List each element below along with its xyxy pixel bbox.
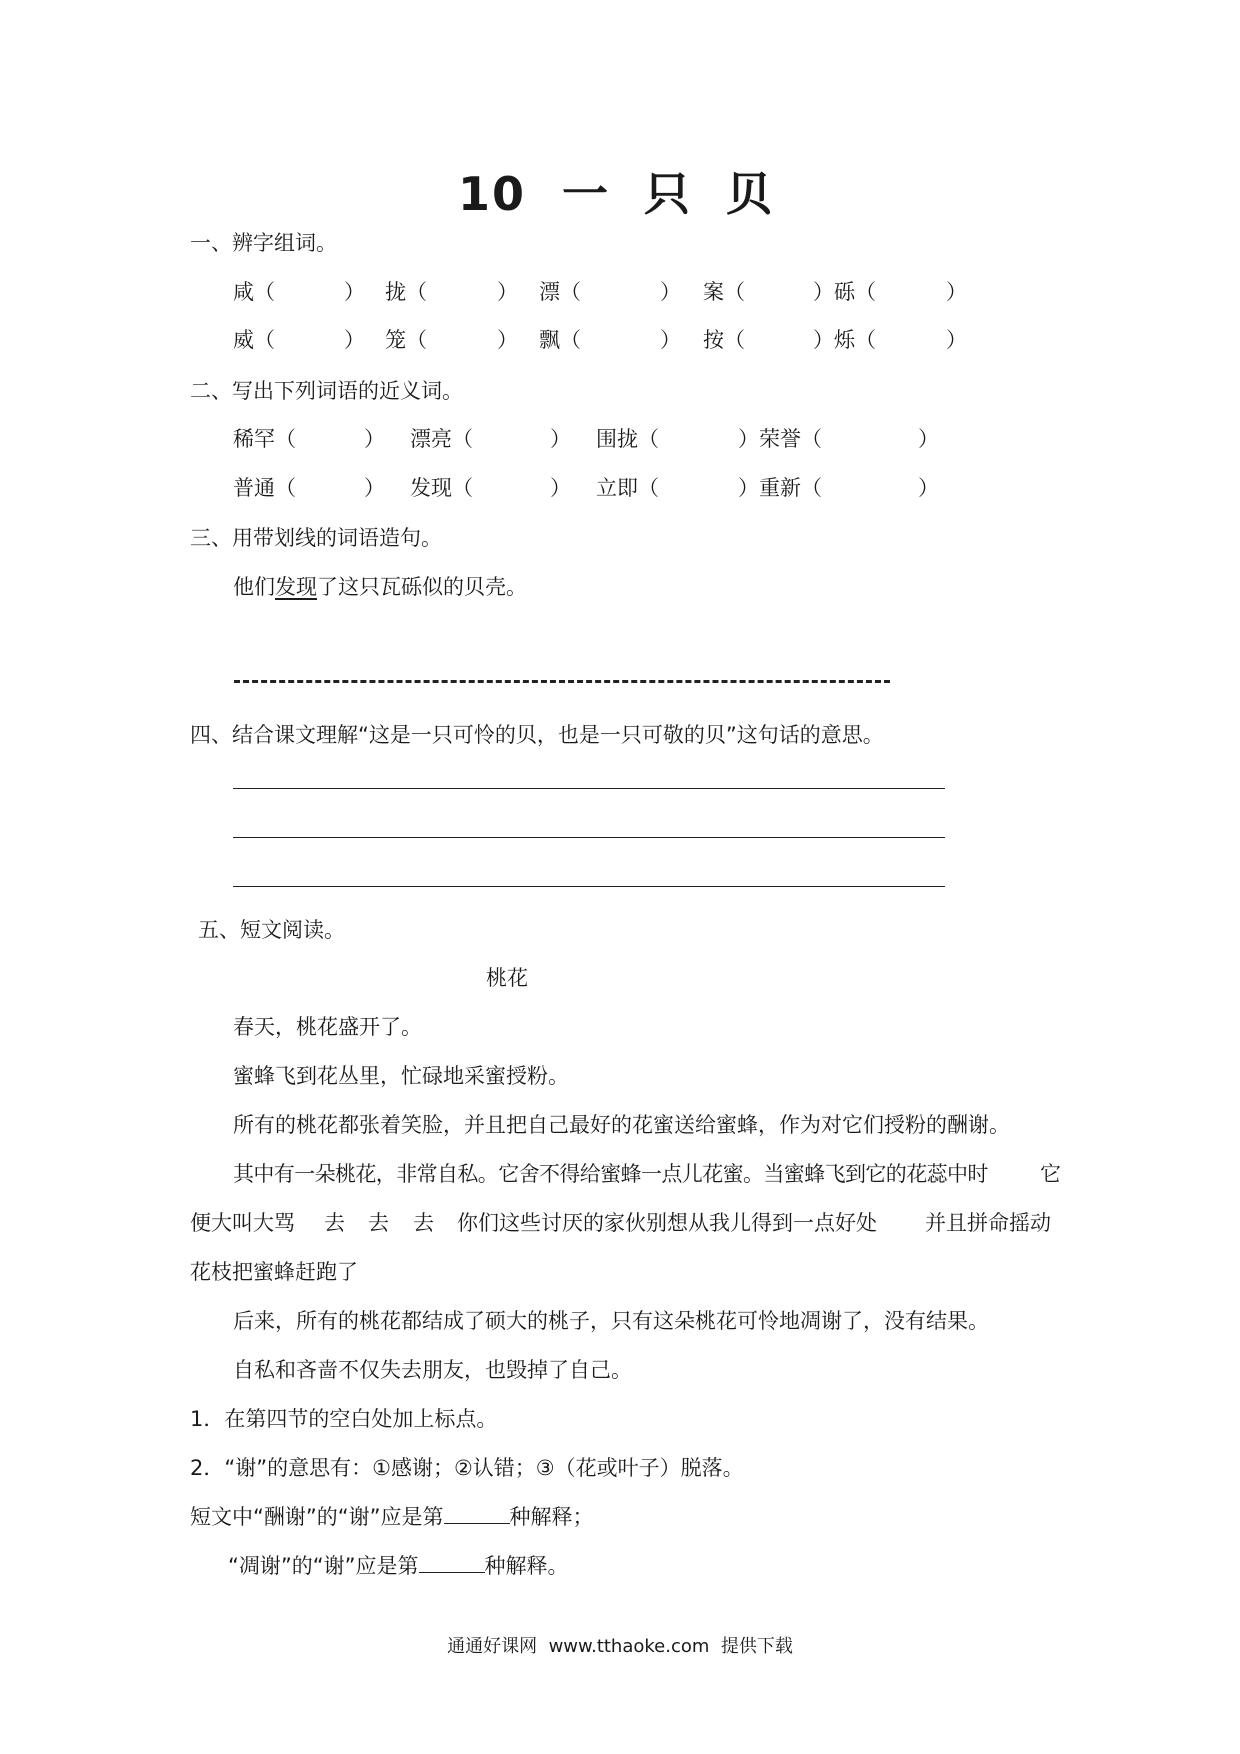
story-title: 桃花: [486, 966, 528, 990]
paragraph: 春天，桃花盛开了。: [233, 1015, 422, 1039]
paragraph-fragment: 便大叫大骂: [190, 1211, 295, 1235]
word-item: 案（: [703, 280, 745, 304]
word-item: ）砾（: [813, 280, 876, 304]
page-footer: 通通好课网 www.tthaoke.com 提供下载: [447, 1636, 793, 1657]
word-item: ）: [660, 280, 681, 304]
paragraph: 蜜蜂飞到花丛里，忙碌地采蜜授粉。: [233, 1064, 569, 1088]
paragraph-fragment: 去: [413, 1211, 434, 1235]
question-1: 1．在第四节的空白处加上标点。: [190, 1407, 498, 1431]
answer-line: [233, 886, 945, 887]
word-item: 咸（: [233, 280, 275, 304]
answer-line: [233, 788, 945, 789]
word-item: ）: [364, 427, 385, 451]
paragraph-fragment: 它: [1040, 1162, 1061, 1186]
paragraph-fragment: 你们这些讨厌的家伙别想从我儿得到一点好处: [457, 1211, 877, 1235]
question-2a: [190, 1501, 594, 1531]
fill-blank[interactable]: [419, 1552, 485, 1573]
question-text: 种解释。: [484, 1554, 569, 1578]
question-2b: [228, 1550, 569, 1580]
word-item: ）: [660, 328, 681, 352]
word-item: ）烁（: [813, 328, 876, 352]
sentence-part: 了这只瓦砾似的贝壳。: [317, 575, 527, 599]
word-item: ）荣誉（: [738, 427, 822, 451]
word-item: ）: [918, 476, 939, 500]
question-text: “凋谢”的“谢”应是第: [228, 1554, 419, 1578]
word-item: 飘（: [539, 328, 581, 352]
paragraph-fragment: 花枝把蜜蜂赶跑了: [190, 1260, 358, 1284]
word-item: ）: [946, 328, 967, 352]
word-item: 漂（: [539, 280, 581, 304]
word-item: ）: [344, 328, 365, 352]
section-3-heading: 三、用带划线的词语造句。: [190, 526, 442, 550]
word-item: 围拢（: [596, 427, 659, 451]
word-item: ）: [550, 476, 571, 500]
word-item: ）: [344, 280, 365, 304]
underlined-word: 发现: [275, 575, 317, 599]
section-2-heading: 二、写出下列词语的近义词。: [190, 379, 463, 403]
answer-line: [233, 837, 945, 838]
lesson-title: 一 只 贝: [561, 167, 783, 221]
paragraph-fragment: 去: [324, 1211, 345, 1235]
word-item: ）: [550, 427, 571, 451]
fill-blank[interactable]: [444, 1503, 510, 1524]
word-item: ）: [497, 328, 518, 352]
word-item: ）: [946, 280, 967, 304]
question-text: 短文中“酬谢”的“谢”应是第: [190, 1505, 444, 1529]
word-item: 发现（: [410, 476, 473, 500]
word-item: ）: [497, 280, 518, 304]
question-text: 种解释；: [509, 1505, 594, 1529]
word-item: ）重新（: [738, 476, 822, 500]
word-item: ）: [918, 427, 939, 451]
question-2: 2．“谢”的意思有：①感谢；②认错；③（花或叶子）脱落。: [190, 1456, 744, 1480]
word-item: 漂亮（: [410, 427, 473, 451]
word-item: 稀罕（: [233, 427, 296, 451]
paragraph: 其中有一朵桃花，非常自私。它舍不得给蜜蜂一点儿花蜜。当蜜蜂飞到它的花蕊中时: [233, 1162, 988, 1186]
example-sentence: [233, 571, 527, 601]
word-item: 按（: [703, 328, 745, 352]
paragraph: 所有的桃花都张着笑脸，并且把自己最好的花蜜送给蜜蜂，作为对它们授粉的酬谢。: [233, 1113, 1010, 1137]
paragraph-fragment: 去: [368, 1211, 389, 1235]
paragraph: 自私和吝啬不仅失去朋友，也毁掉了自己。: [233, 1358, 632, 1382]
word-item: 普通（: [233, 476, 296, 500]
paragraph-fragment: 并且拼命摇动: [925, 1211, 1051, 1235]
paragraph: 后来，所有的桃花都结成了硕大的桃子，只有这朵桃花可怜地凋谢了，没有结果。: [233, 1309, 989, 1333]
word-item: 威（: [233, 328, 275, 352]
lesson-number: 10: [457, 167, 526, 221]
word-item: 笼（: [385, 328, 427, 352]
section-1-heading: 一、辨字组词。: [190, 231, 337, 255]
sentence-part: 他们: [233, 575, 275, 599]
word-item: 立即（: [596, 476, 659, 500]
section-5-heading: 五、短文阅读。: [198, 918, 345, 942]
page-title: [0, 158, 1240, 224]
section-4-heading: 四、结合课文理解“这是一只可怜的贝，也是一只可敬的贝”这句话的意思。: [190, 723, 884, 747]
word-item: ）: [364, 476, 385, 500]
answer-dashed-line: [234, 680, 890, 683]
word-item: 拢（: [385, 280, 427, 304]
